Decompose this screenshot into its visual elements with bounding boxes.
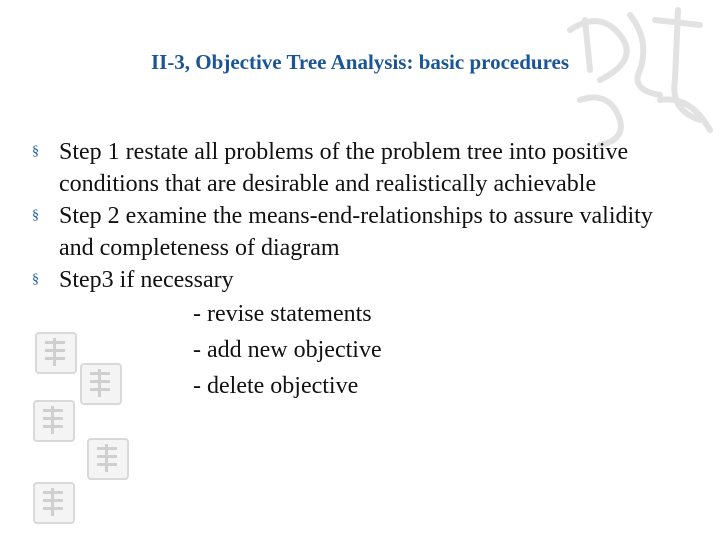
sub-item: - delete objective: [193, 373, 359, 399]
bullet-text: Step 1 restate all problems of the problem tree into positive conditions that are desirable and realistically achievable: [59, 139, 629, 197]
sub-item: - add new objective: [193, 337, 382, 363]
calligraphy-decoration-icon: [560, 0, 720, 150]
bullet-item: [30, 136, 680, 200]
seal-stamp-icon: [33, 400, 75, 442]
slide-title: II-3, Objective Tree Analysis: basic procedures: [150, 50, 570, 74]
seal-stamp-icon: [87, 438, 129, 480]
bullet-list: [30, 136, 680, 404]
sub-item: - revise statements: [193, 301, 372, 327]
bullet-text: Step3 if necessary: [59, 267, 234, 293]
bullet-item: [30, 200, 680, 264]
bullet-marker-icon: §: [32, 144, 39, 159]
bullet-marker-icon: §: [32, 272, 39, 287]
bullet-marker-icon: §: [32, 208, 39, 223]
bullet-item: [30, 264, 680, 296]
bullet-text: Step 2 examine the means-end-relationships to assure validity and completeness of diagram: [59, 203, 653, 261]
seal-stamp-icon: [33, 482, 75, 524]
